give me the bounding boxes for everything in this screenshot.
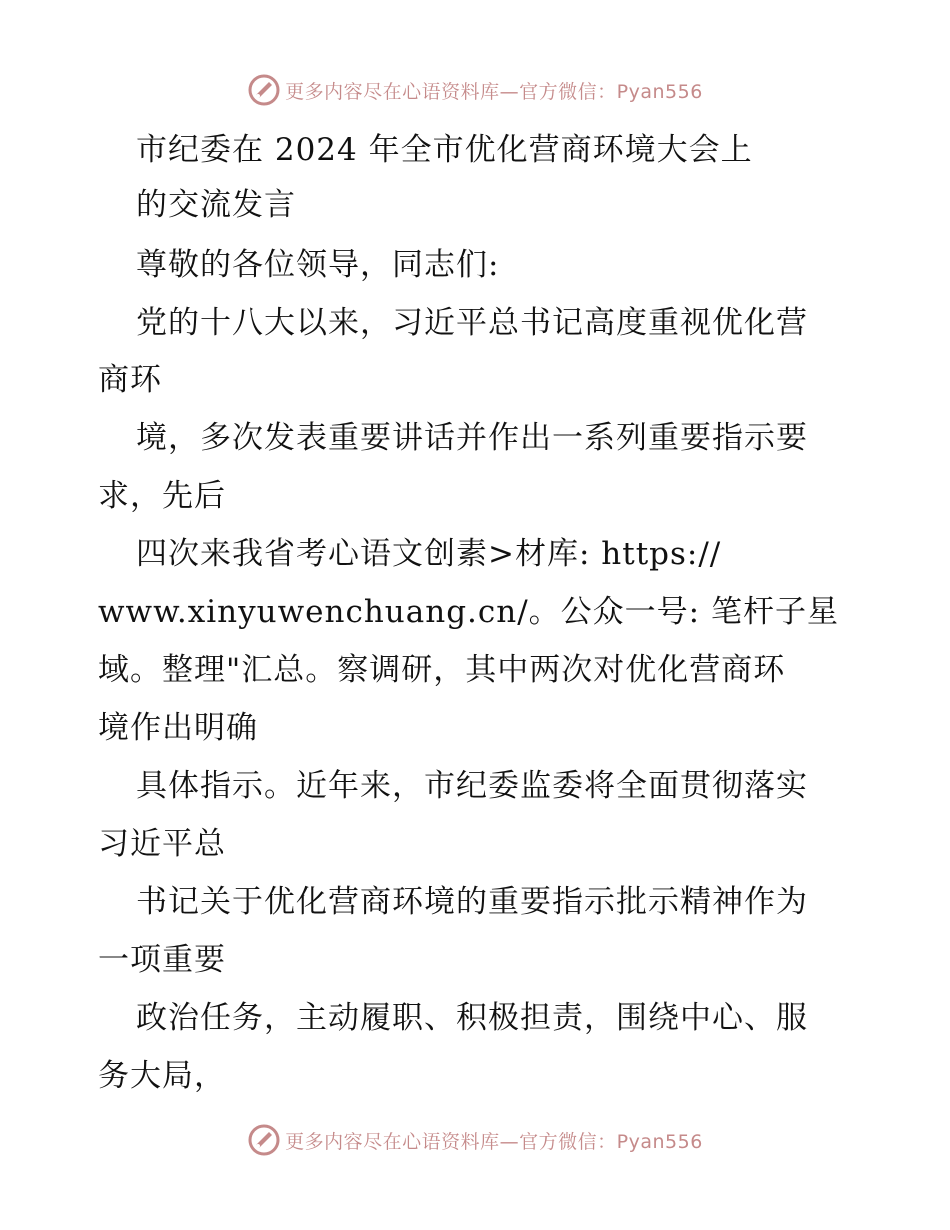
title-line-1: 市纪委在 2024 年全市优化营商环境大会上 bbox=[136, 132, 753, 168]
brand-logo-icon bbox=[247, 73, 281, 107]
watermark-label: 更多内容尽在心语资料库—官方微信： bbox=[285, 80, 617, 103]
paragraph-line: 书记关于优化营商环境的重要指示批示精神作为 bbox=[136, 884, 808, 920]
paragraph-line: 商环 bbox=[98, 362, 162, 398]
salutation: 尊敬的各位领导，同志们: bbox=[136, 247, 500, 283]
paragraph-line: 具体指示。近年来，市纪委监委将全面贯彻落实 bbox=[136, 768, 808, 804]
paragraph-line: 四次来我省考心语文创素>材库: https:// bbox=[136, 536, 722, 572]
paragraph-line: 求，先后 bbox=[98, 478, 226, 514]
wechat-handle: Pyan556 bbox=[616, 80, 703, 103]
paragraph-line: 一项重要 bbox=[98, 942, 226, 978]
paragraph-line: 习近平总 bbox=[98, 826, 226, 862]
paragraph-line: 境，多次发表重要讲话并作出一系列重要指示要 bbox=[136, 420, 808, 456]
wechat-handle: Pyan556 bbox=[616, 1130, 703, 1153]
paragraph-line: 境作出明确 bbox=[98, 710, 258, 746]
paragraph-line: www.xinyuwenchuang.cn/。公众一号: 笔杆子星 bbox=[98, 594, 839, 630]
watermark-label: 更多内容尽在心语资料库—官方微信： bbox=[285, 1130, 617, 1153]
paragraph-line: 政治任务，主动履职、积极担责，围绕中心、服 bbox=[136, 1000, 808, 1036]
paragraph-line: 域。整理"汇总。察调研，其中两次对优化营商环 bbox=[98, 652, 786, 688]
paragraph-line: 党的十八大以来，习近平总书记高度重视优化营 bbox=[136, 305, 808, 341]
header-watermark-banner bbox=[0, 70, 950, 110]
watermark-text bbox=[285, 1127, 703, 1154]
paragraph-line: 务大局， bbox=[98, 1058, 226, 1094]
watermark-text bbox=[285, 77, 703, 104]
footer-watermark-banner bbox=[0, 1120, 950, 1160]
title-line-2: 的交流发言 bbox=[136, 187, 296, 223]
brand-logo-icon bbox=[247, 1123, 281, 1157]
